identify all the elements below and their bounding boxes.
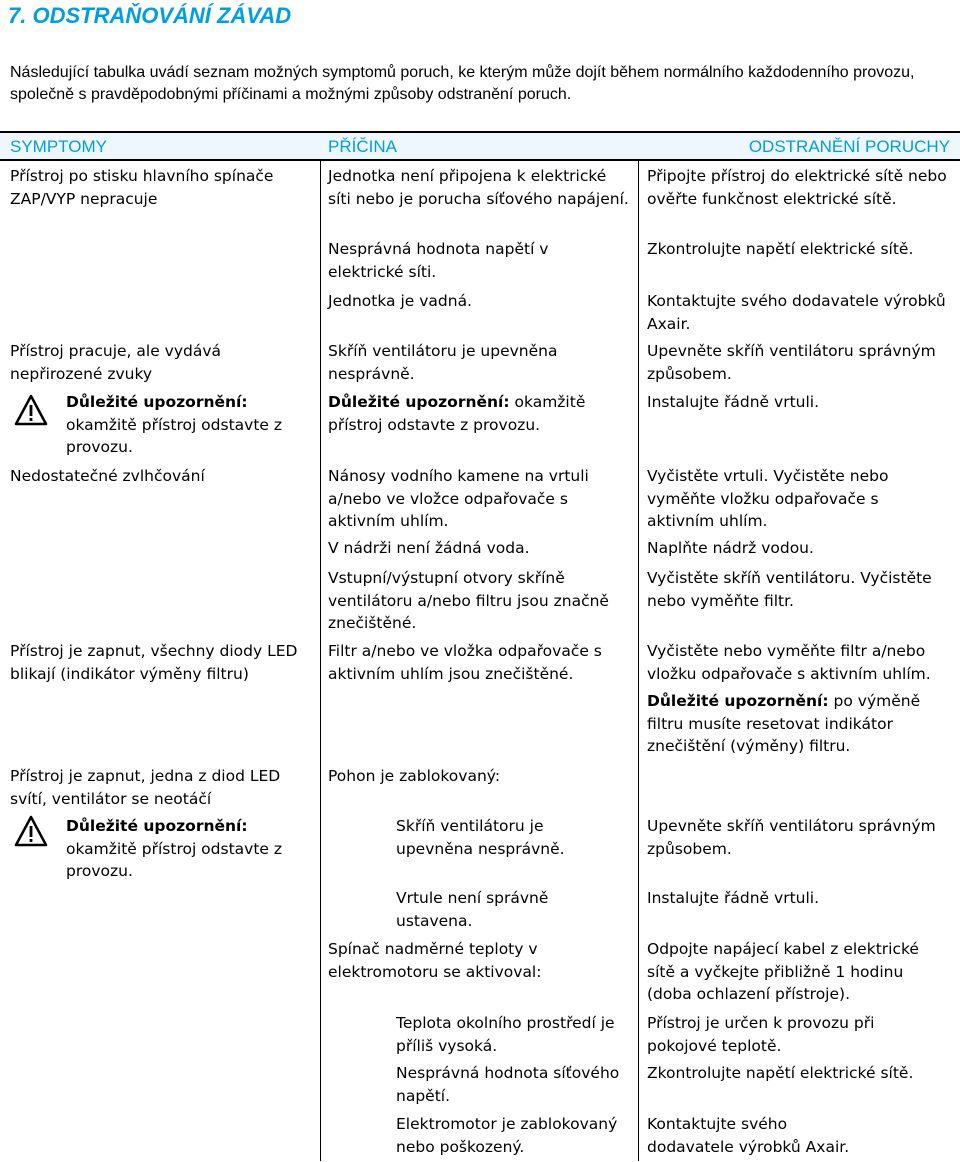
cause-heading2-r5: Spínač nadměrné teploty v elektromotoru se aktivoval: (328, 940, 542, 981)
remedy-r2-2: Instalujte řádně vrtuli. (647, 393, 820, 411)
table-header (0, 131, 960, 161)
warning-text-r2: okamžitě přístroj odstavte z provozu. (66, 415, 283, 456)
warning-r2 (66, 391, 316, 459)
remedy-r5-2: Instalujte řádně vrtuli. (647, 889, 820, 907)
remedy2-r5: Odpojte napájecí kabel z elektrické sítě a vyčkejte přibližně 1 hodinu (doba ochlazení přístroje). (647, 940, 919, 1003)
cause-r4: Filtr a/nebo ve vložka odpařovače s aktivním uhlím jsou znečištěné. (328, 642, 602, 683)
remedy-r5-3: Přístroj je určen k provozu při pokojové teplotě. (647, 1014, 875, 1055)
note-r4 (647, 690, 947, 758)
symptom-r1: Přístroj po stisku hlavního spínače ZAP/VYP nepracuje (10, 167, 274, 208)
cause-r5-5: Elektromotor je zablokovaný nebo poškozený. (396, 1115, 618, 1156)
remedy-r1-2: Zkontrolujte napětí elektrické sítě. (647, 240, 914, 258)
symptom-r2: Přístroj pracuje, ale vydává nepřirozené zvuky (10, 342, 222, 383)
warning-text-r5: okamžitě přístroj odstavte z provozu. (66, 839, 283, 880)
remedy-r5-5: Kontaktujte svého dodavatele výrobků Axair. (647, 1115, 850, 1156)
note-label-r4: Důležité upozornění: (647, 692, 829, 710)
symptom-r5: Přístroj je zapnut, jedna z diod LED svítí, ventilátor se neotáčí (10, 767, 281, 808)
remedy-r3-2: Naplňte nádrž vodou. (647, 539, 814, 557)
note-text-r4: po výměně filtru musíte resetovat indikátor znečištění (výměny) filtru. (647, 692, 921, 755)
intro-paragraph: Následující tabulka uvádí seznam možných symptomů poruch, ke kterým může dojít během normálního každodenního provozu, společně s pravděpodobnými příčinami a možnými způsoby odstranění poruch. (10, 64, 915, 103)
header-symptom: SYMPTOMY (10, 137, 107, 156)
cause-r2-2-text: okamžitě přístroj odstavte z provozu. (328, 393, 586, 434)
remedy-r1-1: Připojte přístroj do elektrické sítě nebo ověřte funkčnost elektrické sítě. (647, 167, 947, 208)
remedy-r3-1: Vyčistěte vrtuli. Vyčistěte nebo vyměňte vložku odpařovače s aktivním uhlím. (647, 467, 889, 530)
cause-r2-2 (328, 391, 628, 436)
column-divider-left (320, 161, 321, 1161)
remedy-r3-3: Vyčistěte skříň ventilátoru. Vyčistěte nebo vyměňte filtr. (647, 569, 932, 610)
warning-icon (14, 394, 48, 426)
page-title: 7. ODSTRAŇOVÁNÍ ZÁVAD (8, 3, 292, 28)
column-divider-right (638, 161, 639, 1161)
symptom-r3: Nedostatečné zvlhčování (10, 467, 205, 485)
cause-r5-1: Skříň ventilátoru je upevněna nesprávně. (396, 817, 565, 858)
remedy-r4: Vyčistěte nebo vyměňte filtr a/nebo vložku odpařovače s aktivním uhlím. (647, 642, 931, 683)
symptom-r4: Přístroj je zapnut, všechny diody LED blikají (indikátor výměny filtru) (10, 642, 298, 683)
cause-r3-2: V nádrži není žádná voda. (328, 539, 530, 557)
remedy-r2-1: Upevněte skříň ventilátoru správným způsobem. (647, 342, 936, 383)
remedy-r5-1: Upevněte skříň ventilátoru správným způsobem. (647, 817, 936, 858)
cause-r2-2-label: Důležité upozornění: (328, 393, 510, 411)
cause-r5-2: Vrtule není správně ustavena. (396, 889, 549, 930)
warning-icon (14, 815, 48, 847)
cause-r5-3: Teplota okolního prostředí je příliš vysoká. (396, 1014, 615, 1055)
header-cause: PŘÍČINA (328, 137, 397, 156)
cause-heading-r5: Pohon je zablokovaný: (328, 767, 501, 785)
remedy-r1-3: Kontaktujte svého dodavatele výrobků Axair. (647, 292, 946, 333)
cause-r1-1: Jednotka není připojena k elektrické síti nebo je porucha síťového napájení. (328, 167, 629, 208)
header-remedy: ODSTRANĚNÍ PORUCHY (748, 137, 950, 156)
warning-r5 (66, 815, 316, 883)
cause-r1-3: Jednotka je vadná. (328, 292, 472, 310)
warning-label-r2: Důležité upozornění: (66, 393, 248, 411)
cause-r3-1: Nánosy vodního kamene na vrtuli a/nebo ve vložce odpařovače s aktivním uhlím. (328, 467, 589, 530)
warning-label-r5: Důležité upozornění: (66, 817, 248, 835)
cause-r3-3: Vstupní/výstupní otvory skříně ventilátoru a/nebo filtru jsou značně znečištěné. (328, 569, 609, 632)
cause-r1-2: Nesprávná hodnota napětí v elektrické síti. (328, 240, 549, 281)
cause-r2-1: Skříň ventilátoru je upevněna nesprávně. (328, 342, 558, 383)
remedy-r5-4: Zkontrolujte napětí elektrické sítě. (647, 1064, 914, 1082)
cause-r5-4: Nesprávná hodnota síťového napětí. (396, 1064, 620, 1105)
